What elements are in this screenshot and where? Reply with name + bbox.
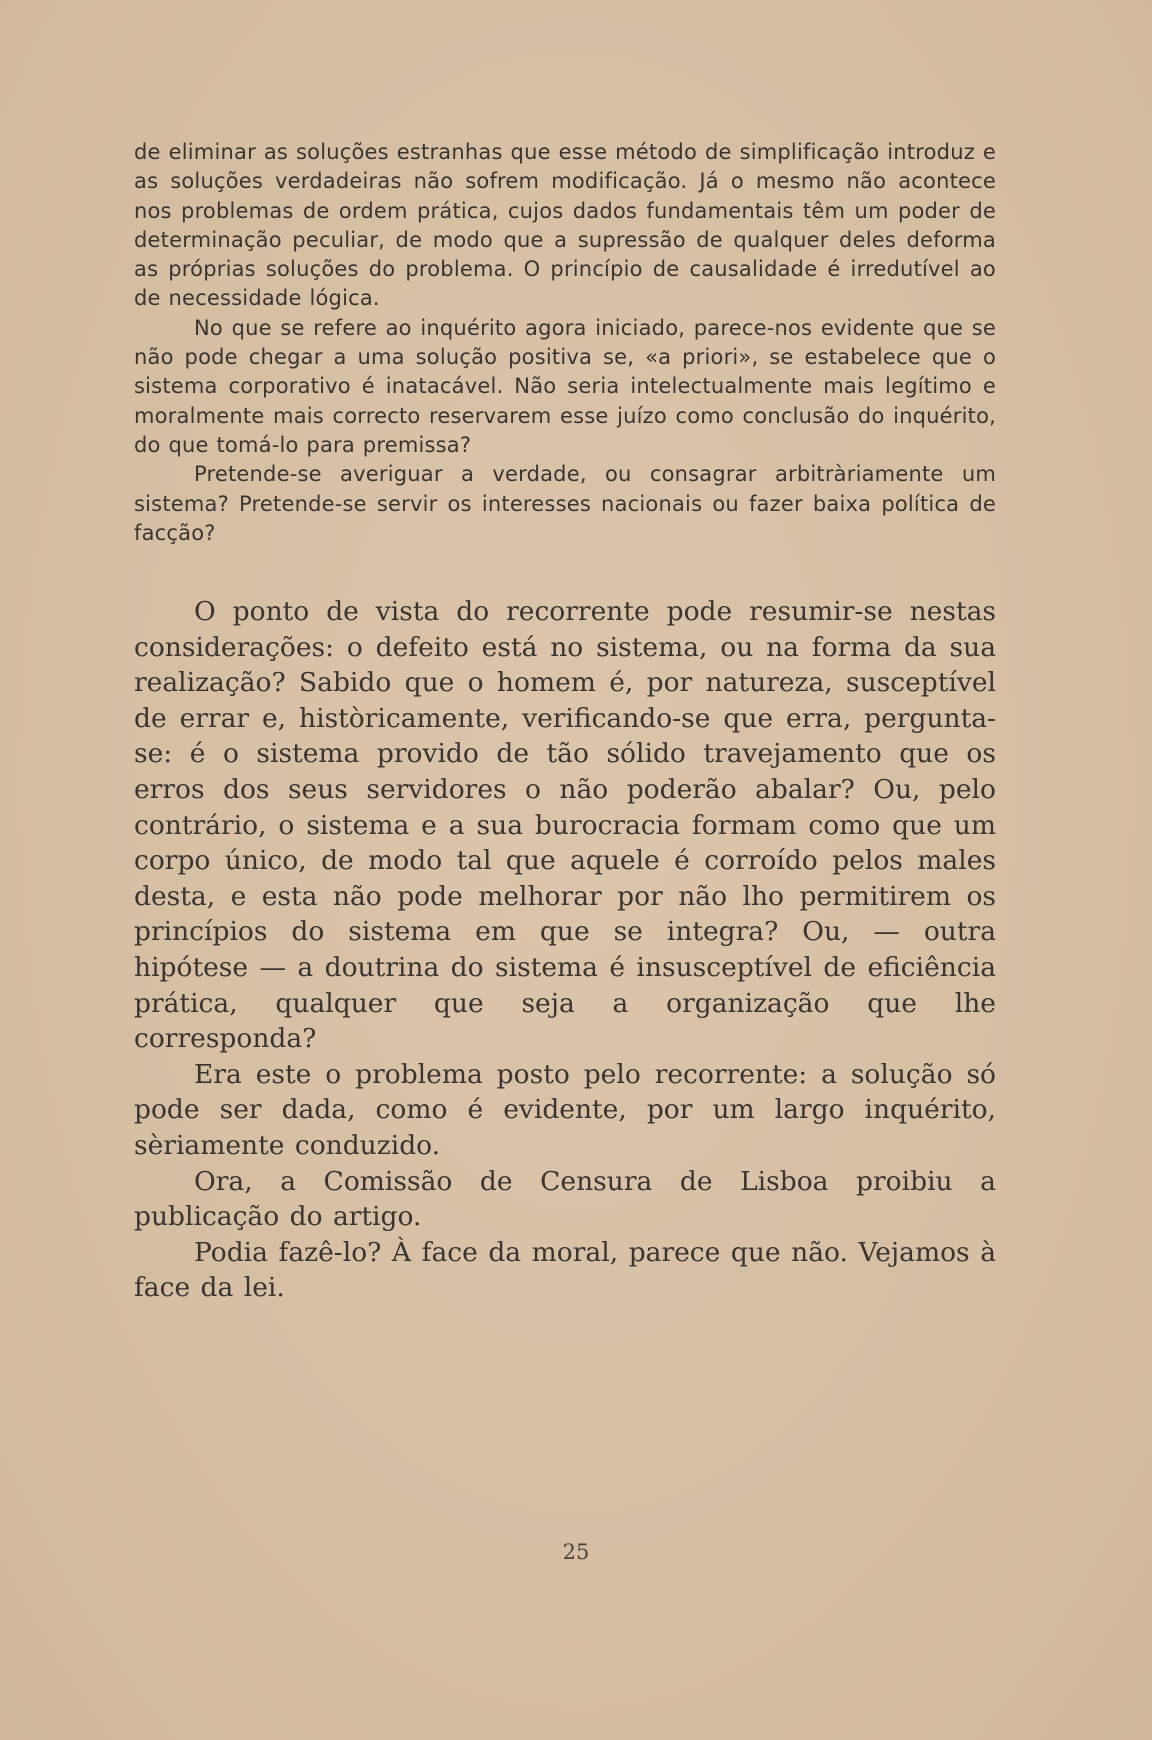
paragraph: de eliminar as soluções estranhas que esse método de simplificação introduz e as soluções verdadeiras não sofrem modificação. Já o mesmo não acontece nos problemas de ordem prática, cujos dados fundamentais têm um poder de determinação peculiar, de modo que a supressão de qualquer deles deforma as próprias soluções do problema. O princípio de causalidade é irredutível ao de necessidade lógica. bbox=[134, 140, 996, 311]
paragraph: O ponto de vista do recorrente pode resumir-se nestas considerações: o defeito está no sistema, ou na forma da sua realização? Sabido que o homem é, por natureza, susceptível de errar e, històricamente, verificando-se que erra, pergunta-se: é o sistema provido de tão sólido travejamento que os erros dos seus servidores o não poderão abalar? Ou, pelo contrário, o sistema e a sua burocracia formam como que um corpo único, de modo tal que aquele é corroído pelos males desta, e esta não pode melhorar por não lho permitirem os princípios do sistema em que se integra? Ou, — outra hipótese — a doutrina do sistema é insusceptível de eficiência prática, qualquer que seja a organização que lhe corresponda? bbox=[134, 596, 996, 1055]
text-block-large-print bbox=[134, 594, 996, 1306]
page-number: 25 bbox=[562, 1540, 590, 1564]
text-block-small-print bbox=[134, 138, 996, 548]
paragraph: Era este o problema posto pelo recorrente: a solução só pode ser dada, como é evidente, por um largo inquérito, sèriamente conduzido. bbox=[134, 1058, 996, 1161]
paragraph: No que se refere ao inquérito agora iniciado, parece-nos evidente que se não pode chegar a uma solução positiva se, «a priori», se estabelece que o sistema corporativo é inatacável. Não seria intelectualmente mais legítimo e moralmente mais correcto reservarem esse juízo como conclusão do inquérito, do que tomá-lo para premissa? bbox=[134, 315, 996, 457]
paragraph: Podia fazê-lo? À face da moral, parece que não. Vejamos à face da lei. bbox=[134, 1236, 996, 1304]
paragraph: Pretende-se averiguar a verdade, ou consagrar arbitràriamente um sistema? Pretende-se servir os interesses nacionais ou fazer baixa política de facção? bbox=[134, 462, 996, 545]
paragraph: Ora, a Comissão de Censura de Lisboa proibiu a publicação do artigo. bbox=[134, 1165, 996, 1233]
